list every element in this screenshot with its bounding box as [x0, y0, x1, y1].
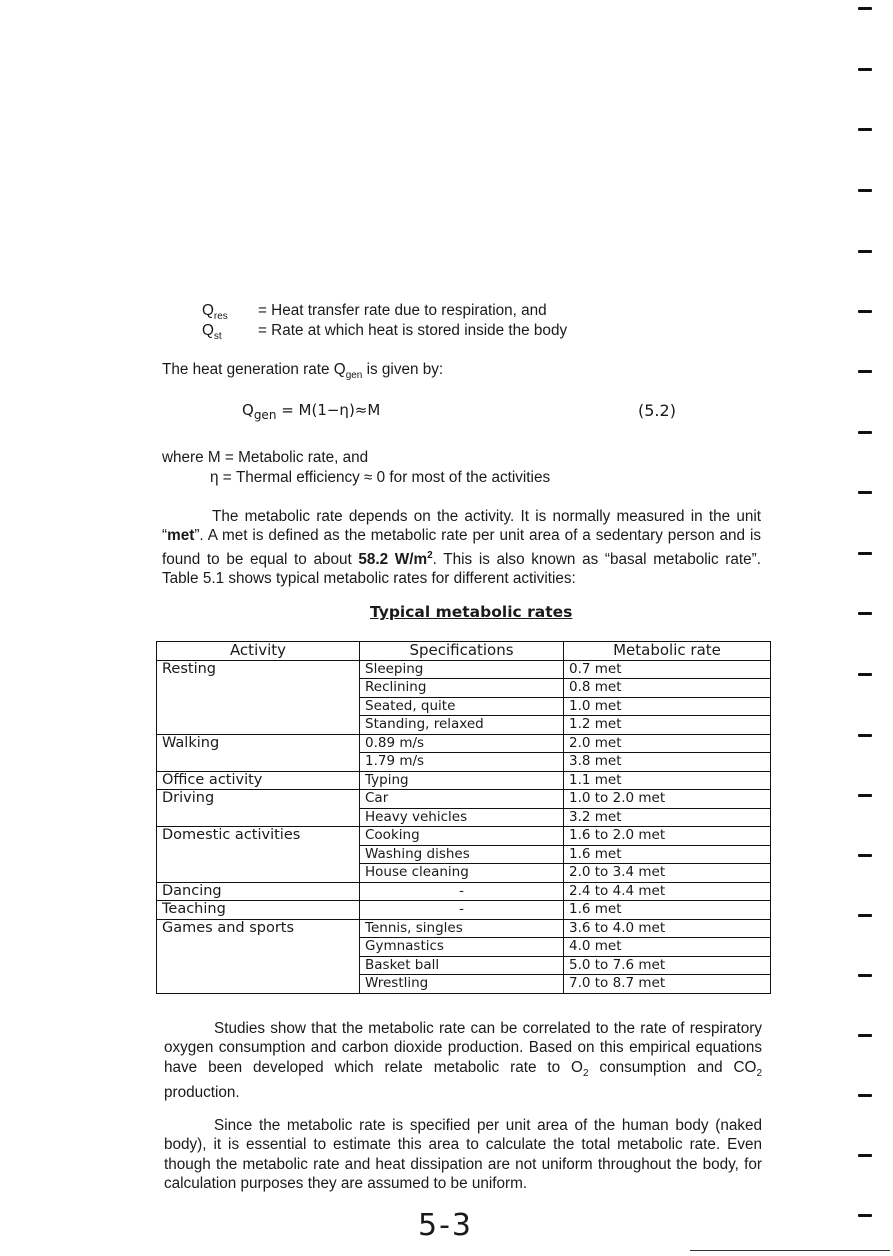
- table-row: [157, 734, 771, 753]
- margin-mark: [858, 673, 872, 676]
- metabolic-rates-table: [156, 641, 771, 994]
- margin-mark: [858, 189, 872, 192]
- spec-cell: Typing: [360, 771, 564, 790]
- table-row: [157, 771, 771, 790]
- heat-generation-intro: The heat generation rate $Q_{gen}$ is given by:: [162, 361, 444, 382]
- paragraph-oxygen-consumption: Studies show that the metabolic rate can be correlated to the rate of respiratory oxygen consumption and carbon dioxide production. Based on this empirical equations have been developed which relate metabolic rate to $O_2$ consumption and $CO_2$ production.: [164, 1020, 763, 1102]
- rate-cell: 2.0 to 3.4 met: [564, 864, 771, 883]
- page-edge-line: [690, 1250, 890, 1251]
- table-row: [157, 919, 771, 938]
- margin-mark: [858, 431, 872, 434]
- rate-cell: 3.2 met: [564, 808, 771, 827]
- column-header-specifications: Specifications: [360, 642, 564, 661]
- equation-number: (5.2): [638, 401, 676, 420]
- spec-cell: -: [360, 882, 564, 901]
- spec-cell: 0.89 m/s: [360, 734, 564, 753]
- margin-mark: [858, 914, 872, 917]
- rate-cell: 5.0 to 7.6 met: [564, 956, 771, 975]
- margin-mark: [858, 1154, 872, 1157]
- definition-qres: $Q_{res}$ = Heat transfer rate due to respiration, and: [202, 302, 547, 323]
- rate-cell: 3.8 met: [564, 753, 771, 772]
- spec-cell: Reclining: [360, 679, 564, 698]
- activity-cell: Driving: [157, 790, 360, 827]
- margin-mark: [858, 734, 872, 737]
- activity-cell: Dancing: [157, 882, 360, 901]
- spec-cell: Seated, quite: [360, 697, 564, 716]
- margin-mark: [858, 854, 872, 857]
- paragraph-body-area: Since the metabolic rate is specified per unit area of the human body (naked body), it is essential to estimate this area to calculate the total metabolic rate. Even though the metabolic rate and heat dissipation are not uniform throughout the body, for calculation purposes they are assumed to be uniform.: [164, 1117, 762, 1193]
- margin-mark: [858, 1034, 872, 1037]
- activity-cell: Teaching: [157, 901, 360, 920]
- activity-cell: Games and sports: [157, 919, 360, 993]
- rate-cell: 3.6 to 4.0 met: [564, 919, 771, 938]
- table-row: [157, 790, 771, 809]
- rate-cell: 0.8 met: [564, 679, 771, 698]
- page-number: 5-3: [418, 1208, 473, 1243]
- rate-cell: 1.6 met: [564, 845, 771, 864]
- spec-cell: Car: [360, 790, 564, 809]
- column-header-metabolic-rate: Metabolic rate: [564, 642, 771, 661]
- margin-mark: [858, 68, 872, 71]
- spec-cell: Wrestling: [360, 975, 564, 994]
- margin-mark: [858, 1214, 872, 1217]
- table-row: [157, 901, 771, 920]
- rate-cell: 7.0 to 8.7 met: [564, 975, 771, 994]
- table-header-row: [157, 642, 771, 661]
- table-row: [157, 882, 771, 901]
- spec-cell: Heavy vehicles: [360, 808, 564, 827]
- rate-cell: 2.4 to 4.4 met: [564, 882, 771, 901]
- spec-cell: Tennis, singles: [360, 919, 564, 938]
- rate-cell: 1.1 met: [564, 771, 771, 790]
- rate-cell: 2.0 met: [564, 734, 771, 753]
- margin-mark: [858, 974, 872, 977]
- where-line-2: η = Thermal efficiency ≈ 0 for most of the activities: [210, 469, 551, 486]
- spec-cell: Basket ball: [360, 956, 564, 975]
- spec-cell: Sleeping: [360, 660, 564, 679]
- spec-cell: -: [360, 901, 564, 920]
- spec-cell: House cleaning: [360, 864, 564, 883]
- activity-cell: Resting: [157, 660, 360, 734]
- rate-cell: 1.0 to 2.0 met: [564, 790, 771, 809]
- margin-mark: [858, 491, 872, 494]
- margin-mark: [858, 794, 872, 797]
- margin-mark: [858, 370, 872, 373]
- rate-cell: 4.0 met: [564, 938, 771, 957]
- spec-cell: Standing, relaxed: [360, 716, 564, 735]
- where-line-1: where M = Metabolic rate, and: [162, 449, 369, 466]
- definition-qst: $Q_{st}$ = Rate at which heat is stored inside the body: [202, 322, 568, 343]
- margin-mark: [858, 250, 872, 253]
- activity-cell: Office activity: [157, 771, 360, 790]
- table-row: [157, 660, 771, 679]
- spec-cell: Cooking: [360, 827, 564, 846]
- paragraph-metabolic-rate: The metabolic rate depends on the activity. It is normally measured in the unit “met”. A met is defined as the metabolic rate per unit area of a sedentary person and is found to be equal to about 58.2 $W/m^2$. This is also known as “basal metabolic rate”. Table 5.1 shows typical metabolic rates for different activities:: [162, 508, 762, 588]
- rate-cell: 1.0 met: [564, 697, 771, 716]
- rate-cell: 1.2 met: [564, 716, 771, 735]
- table-row: [157, 827, 771, 846]
- margin-mark: [858, 310, 872, 313]
- table-title: Typical metabolic rates: [370, 603, 573, 621]
- column-header-activity: Activity: [157, 642, 360, 661]
- rate-cell: 1.6 met: [564, 901, 771, 920]
- rate-cell: 0.7 met: [564, 660, 771, 679]
- margin-mark: [858, 612, 872, 615]
- margin-mark: [858, 552, 872, 555]
- margin-mark: [858, 128, 872, 131]
- equation: $Q_{gen} = M(1-\eta)\approx M$: [242, 401, 381, 422]
- spec-cell: Gymnastics: [360, 938, 564, 957]
- activity-cell: Domestic activities: [157, 827, 360, 883]
- margin-mark: [858, 1094, 872, 1097]
- activity-cell: Walking: [157, 734, 360, 771]
- margin-mark: [858, 7, 872, 10]
- spec-cell: Washing dishes: [360, 845, 564, 864]
- spec-cell: 1.79 m/s: [360, 753, 564, 772]
- rate-cell: 1.6 to 2.0 met: [564, 827, 771, 846]
